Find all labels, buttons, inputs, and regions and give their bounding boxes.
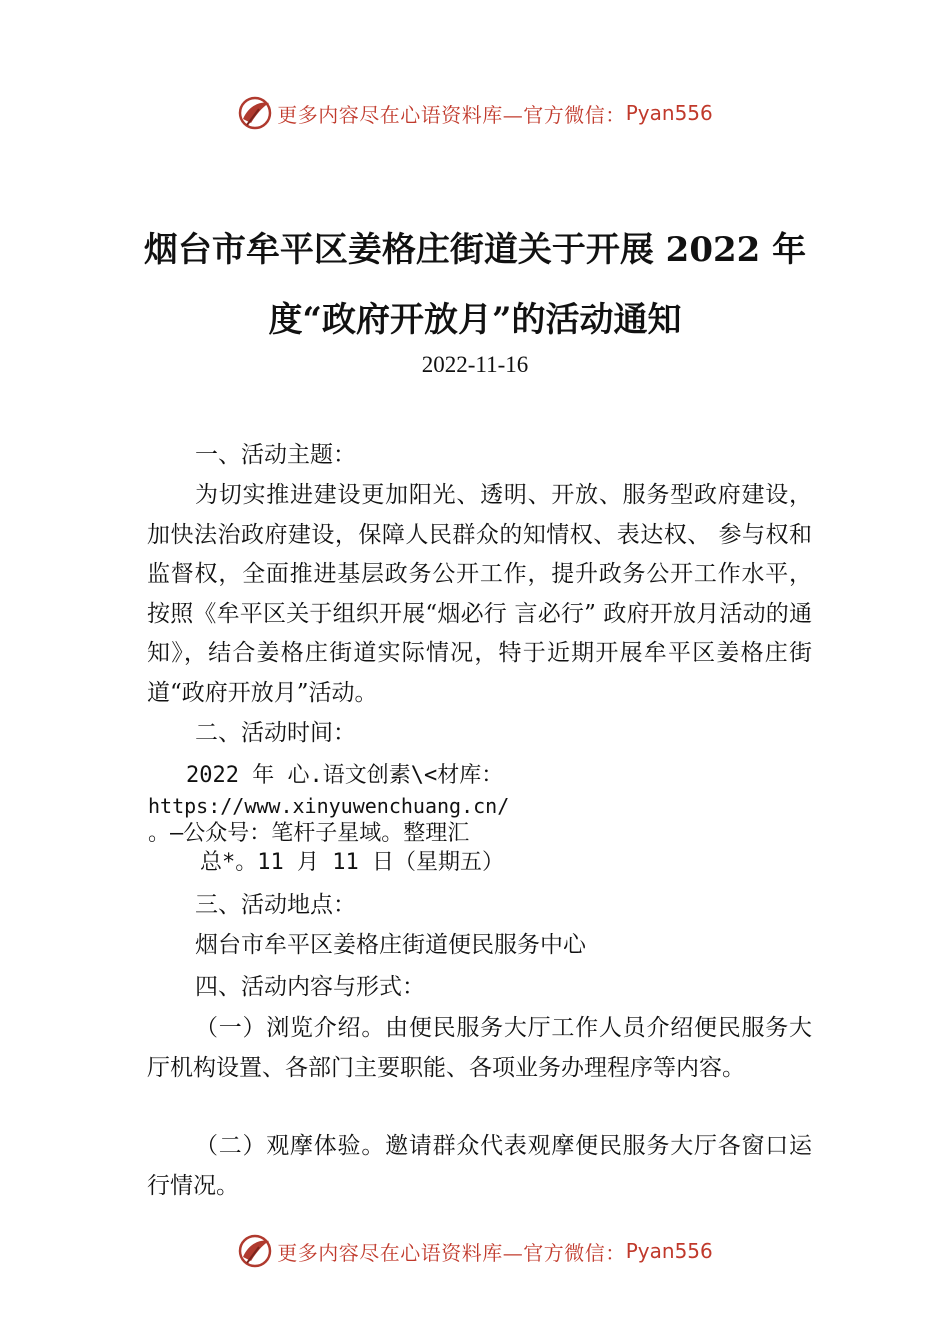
time-line-2: https://www.xinyuwenchuang.cn/ (148, 794, 510, 818)
content-item-1: （一）浏览介绍。由便民服务大厅工作人员介绍便民服务大厅机构设置、各部门主要职能、各项业务办理程序等内容。 (147, 1015, 812, 1081)
section-body-theme: 为切实推进建设更加阳光、透明、开放、服务型政府建设，加快法治政府建设，保障人民群众的知情权、表达权、 参与权和监督权，全面推进基层政务公开工作，提升政务公开工作水平，按照《牟平区关于组织开展“烟必行 言必行” 政府开放月活动的通知》，结合姜格庄街道实际情况，特于近期开展牟平区姜格庄街道“政府开放月”活动。 (147, 482, 812, 706)
content-item-2: （二）观摩体验。邀请群众代表观摩便民服务大厅各窗口运行情况。 (147, 1133, 812, 1199)
time-line-4: 总*。11 月 11 日（星期五） (200, 850, 504, 875)
section-heading-time: 二、活动时间： (195, 720, 356, 746)
document-date: 2022-11-16 (421, 352, 529, 377)
document-title-line2: 度“政府开放月”的活动通知 (268, 300, 682, 340)
banner-text: 更多内容尽在心语资料库—官方微信： (277, 102, 626, 127)
section-heading-theme: 一、活动主题： (195, 442, 356, 468)
header-banner (0, 93, 950, 133)
section-heading-content: 四、活动内容与形式： (195, 974, 425, 1000)
time-line-1: 2022 年 心.语文创素\<材库： (186, 763, 504, 788)
section-body-location: 烟台市牟平区姜格庄街道便民服务中心 (195, 932, 586, 958)
section-heading-location: 三、活动地点： (195, 892, 356, 918)
banner-text: 更多内容尽在心语资料库—官方微信： (277, 1240, 626, 1265)
banner-account: Pyan556 (625, 101, 713, 125)
banner-account: Pyan556 (625, 1239, 713, 1263)
document-title-line1: 烟台市牟平区姜格庄街道关于开展 2022 年 (143, 230, 807, 270)
footer-banner (0, 1231, 950, 1271)
red-brush-logo-icon (237, 95, 273, 131)
red-brush-logo-icon (237, 1233, 273, 1269)
time-line-3: 。—公众号：笔杆子星域。整理汇 (148, 821, 470, 846)
